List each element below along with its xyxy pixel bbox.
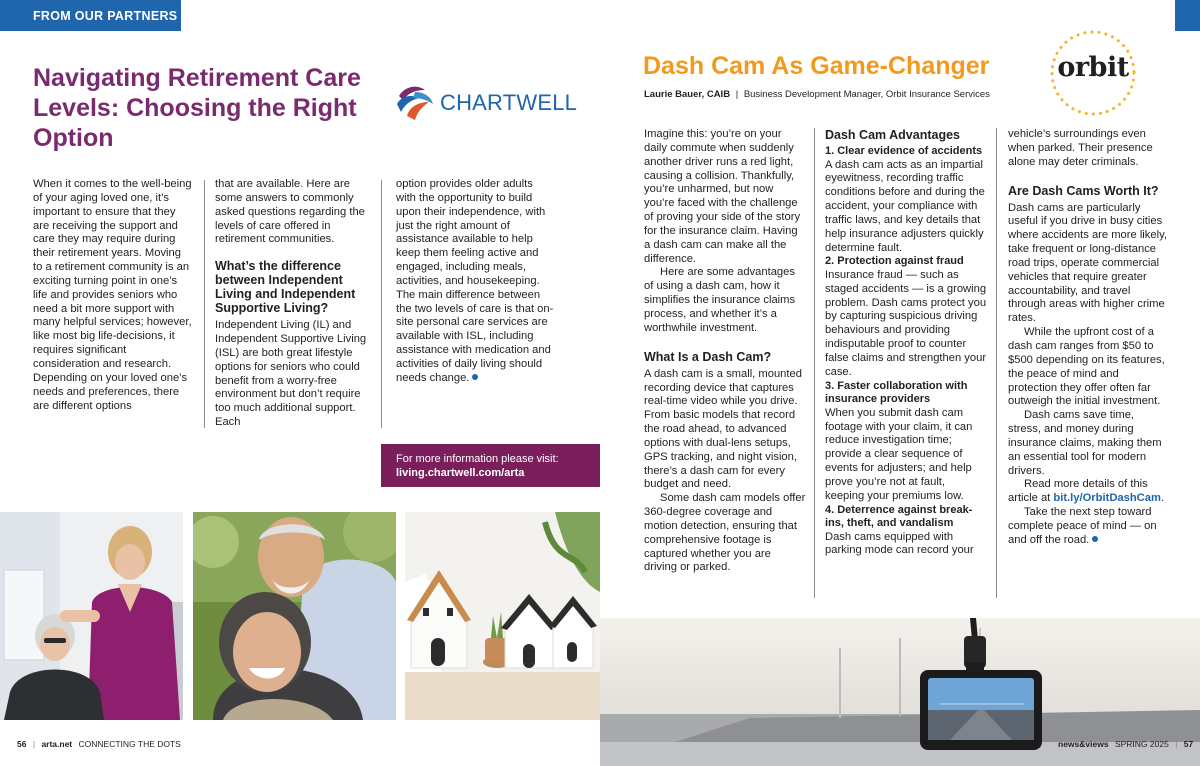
left-column-2 [215, 178, 370, 430]
right-footer [1058, 739, 1193, 749]
chartwell-logo-icon [395, 82, 437, 122]
chartwell-link[interactable]: living.chartwell.com/arta [396, 466, 525, 479]
right-col3-p3: While the upfront cost of a dash cam ranges from $50 to $500 depending on its features, the peace of mind and protection they offer often far outweigh the initial investment. [1008, 326, 1165, 408]
left-col2-heading: What’s the difference between Independent Living and Independent Supportive Living? [215, 259, 356, 316]
senior-couple-photo [193, 512, 396, 720]
info-box-text: For more information please visit: [396, 453, 559, 465]
right-col1-heading: What Is a Dash Cam? [644, 349, 772, 364]
corner-tab [1175, 0, 1200, 31]
end-bullet-icon [1092, 536, 1098, 542]
right-col1-p4: Some dash cam models offer 360-degree coverage and motion detection, ensuring that comprehensive footage is captured whether you are driving or parked. [644, 492, 806, 574]
right-column-2 [825, 128, 987, 558]
orbit-dashcam-link[interactable]: bit.ly/OrbitDashCam [1053, 492, 1161, 505]
miniature-houses-photo [405, 512, 600, 720]
byline-separator: | [735, 89, 739, 100]
right-col1-p3: A dash cam is a small, mounted recording device that captures real-time video while you drive. From basic models that record the road ahead, to advanced options with dual-lens setups, GPS tracking, and night vision, there’s a dash cam for every budget and need. [644, 367, 802, 491]
left-column-3 [396, 178, 554, 386]
left-page-number: 56 [17, 739, 27, 749]
byline-author: Laurie Bauer, CAIB [644, 89, 731, 100]
footer-tagline: CONNECTING THE DOTS [78, 739, 181, 749]
right-page [600, 0, 1200, 766]
end-bullet-icon [472, 374, 478, 380]
info-box [381, 444, 600, 487]
right-col1-p1: Imagine this: you’re on your daily commute when suddenly another driver runs a red light, causing a collision. Thankfully, you’re unharmed, but now you’re faced with the challenge of proving your side of the story for the insurance claim. Having a dash cam can make all the difference. [644, 128, 801, 265]
right-col3-p1: vehicle’s surroundings even when parked. Their presence alone may deter criminals. [1008, 128, 1153, 168]
right-col3-p6: Take the next step toward complete peace of mind — on and off the road. [1008, 506, 1157, 546]
left-col1-text: When it comes to the well-being of your aging loved one, it’s important to ensure that they are receiving the support and care they may require during their retirement years. Moving to a retirement community is an exciting turning point in one’s life and provides seniors who need a bit more support with many helpful services; however, like most big life-decisions, it requires significant consideration and research. Depending on your loved one’s needs and preferences, there are different options [33, 178, 192, 412]
column-divider [381, 180, 382, 428]
right-page-number: 57 [1183, 739, 1194, 749]
chartwell-wordmark: CHARTWELL [440, 90, 578, 115]
footer-season: SPRING 2025 [1114, 739, 1169, 749]
left-footer [17, 739, 181, 749]
left-article-title: Navigating Retirement Care Levels: Choosing the Right Option [33, 64, 361, 152]
advantage-2-title: 2. Protection against fraud [825, 255, 964, 268]
footer-site: arta.net [41, 739, 73, 749]
right-column-1 [644, 128, 806, 575]
right-col2-heading: Dash Cam Advantages [825, 128, 960, 142]
column-divider [996, 128, 997, 598]
right-col3-p4: Dash cams save time, stress, and money during insurance claims, making them an essential tool for modern drivers. [1008, 409, 1162, 477]
right-article-title: Dash Cam As Game-Changer [643, 52, 990, 80]
partner-tab: FROM OUR PARTNERS [0, 0, 181, 31]
footer-separator: | [32, 739, 36, 749]
column-divider [814, 128, 815, 598]
right-col3-p5: Read more details of this article at bit.ly/OrbitDashCam. [1008, 478, 1165, 505]
caregiver-photo [0, 512, 183, 720]
chartwell-logo [395, 82, 578, 122]
advantage-1-title: 1. Clear evidence of accidents [825, 145, 983, 157]
column-divider [204, 180, 205, 428]
right-col1-p2: Here are some advantages of using a dash cam, how it simplifies the insurance claims process, and whether it’s a worthwhile investment. [644, 266, 796, 334]
advantage-4-body: Dash cams equipped with parking mode can record your [825, 530, 974, 557]
left-col2-intro: that are available. Here are some answers to commonly asked questions regarding the levels of care offered in retirement communities. [215, 178, 365, 246]
left-col2-body: Independent Living (IL) and Independent Supportive Living (ISL) are both great lifestyle options for seniors who could benefit from a worry-free environment but don’t require too much additional support. Each [215, 319, 367, 429]
advantage-3-body: When you submit dash cam footage with your claim, it can reduce investigation time; provide a clear sequence of events for adjusters; and help prove you’re not at fault, keeping your premiums low. [825, 406, 973, 502]
right-col3-p2: Dash cams are particularly useful if you drive in busy cities where accidents are more likely, take frequent or long-distance road trips, operate commercial vehicles that require greater accountability, and travel through areas with higher crime rates. [1008, 201, 1167, 325]
right-column-3 [1008, 128, 1168, 548]
right-col3-heading: Are Dash Cams Worth It? [1008, 183, 1159, 198]
advantage-2-body: Insurance fraud — such as staged accidents — is a growing problem. Dash cams protect you by capturing suspicious driving behaviours and providing indisputable proof to counter false claims and strengthen your case. [825, 268, 987, 378]
orbit-wordmark: orbit [1057, 52, 1129, 83]
left-column-1 [33, 178, 193, 413]
footer-brand: news&views [1058, 739, 1109, 749]
orbit-logo [1048, 28, 1138, 118]
byline [644, 89, 990, 100]
left-col3-text: option provides older adults with the opportunity to build upon their independence, with just the right amount of assistance available to help keep them feeling active and engaged, including meals, activities, and housekeeping. The main difference between the two levels of care is that on-site personal care services are available with ISL, including assistance with medication and activities of daily living should needs change. [396, 178, 554, 384]
byline-role: Business Development Manager, Orbit Insurance Services [743, 89, 990, 100]
footer-separator: | [1175, 739, 1178, 749]
advantage-1-body: A dash cam acts as an impartial eyewitness, recording traffic conditions before and during the accident, your compliance with traffic laws, and key details that help insurance adjusters quickly determine fault. [825, 158, 985, 254]
advantage-3-title: 3. Faster collaboration with insurance providers [825, 379, 968, 406]
advantage-4-title: 4. Deterrence against break-ins, theft, and vandalism [825, 503, 973, 530]
